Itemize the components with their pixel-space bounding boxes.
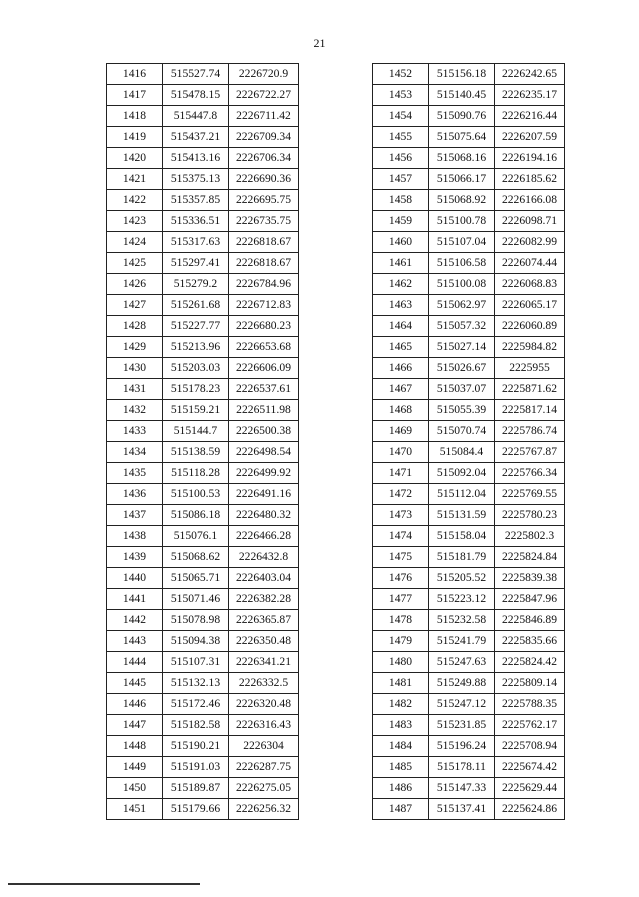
table-row	[107, 778, 299, 799]
table-row	[107, 169, 299, 190]
point-number-cell: 1434	[107, 442, 163, 463]
x-coordinate-cell: 515191.03	[163, 757, 229, 778]
point-number-cell: 1462	[373, 274, 429, 295]
y-coordinate-cell: 2225674.42	[495, 757, 565, 778]
table-row	[107, 568, 299, 589]
y-coordinate-cell: 2226491.16	[229, 484, 299, 505]
x-coordinate-cell: 515076.1	[163, 526, 229, 547]
x-coordinate-cell: 515132.13	[163, 673, 229, 694]
coordinates-table-left	[106, 63, 299, 820]
x-coordinate-cell: 515057.32	[429, 316, 495, 337]
point-number-cell: 1486	[373, 778, 429, 799]
point-number-cell: 1476	[373, 568, 429, 589]
x-coordinate-cell: 515118.28	[163, 463, 229, 484]
x-coordinate-cell: 515158.04	[429, 526, 495, 547]
x-coordinate-cell: 515213.96	[163, 337, 229, 358]
point-number-cell: 1479	[373, 631, 429, 652]
y-coordinate-cell: 2226680.23	[229, 316, 299, 337]
x-coordinate-cell: 515172.46	[163, 694, 229, 715]
x-coordinate-cell: 515223.12	[429, 589, 495, 610]
table-row	[107, 799, 299, 820]
table-row	[107, 547, 299, 568]
table-row	[107, 442, 299, 463]
x-coordinate-cell: 515075.64	[429, 127, 495, 148]
x-coordinate-cell: 515062.97	[429, 295, 495, 316]
x-coordinate-cell: 515068.16	[429, 148, 495, 169]
x-coordinate-cell: 515100.53	[163, 484, 229, 505]
point-number-cell: 1461	[373, 253, 429, 274]
point-number-cell: 1484	[373, 736, 429, 757]
x-coordinate-cell: 515190.21	[163, 736, 229, 757]
x-coordinate-cell: 515196.24	[429, 736, 495, 757]
point-number-cell: 1465	[373, 337, 429, 358]
table-row	[373, 358, 565, 379]
point-number-cell: 1473	[373, 505, 429, 526]
x-coordinate-cell: 515107.31	[163, 652, 229, 673]
y-coordinate-cell: 2226275.05	[229, 778, 299, 799]
x-coordinate-cell: 515447.8	[163, 106, 229, 127]
y-coordinate-cell: 2226606.09	[229, 358, 299, 379]
point-number-cell: 1445	[107, 673, 163, 694]
table-row	[373, 253, 565, 274]
table-row	[373, 694, 565, 715]
table-row	[373, 442, 565, 463]
point-number-cell: 1469	[373, 421, 429, 442]
point-number-cell: 1442	[107, 610, 163, 631]
table-row	[107, 736, 299, 757]
x-coordinate-cell: 515182.58	[163, 715, 229, 736]
point-number-cell: 1474	[373, 526, 429, 547]
y-coordinate-cell: 2225824.42	[495, 652, 565, 673]
table-row	[107, 211, 299, 232]
y-coordinate-cell: 2226242.65	[495, 64, 565, 85]
y-coordinate-cell: 2226082.99	[495, 232, 565, 253]
y-coordinate-cell: 2225847.96	[495, 589, 565, 610]
point-number-cell: 1432	[107, 400, 163, 421]
y-coordinate-cell: 2226706.34	[229, 148, 299, 169]
point-number-cell: 1429	[107, 337, 163, 358]
point-number-cell: 1456	[373, 148, 429, 169]
table-row	[373, 799, 565, 820]
x-coordinate-cell: 515178.11	[429, 757, 495, 778]
table-row	[107, 694, 299, 715]
x-coordinate-cell: 515357.85	[163, 190, 229, 211]
y-coordinate-cell: 2226466.28	[229, 526, 299, 547]
table-row	[373, 148, 565, 169]
x-coordinate-cell: 515147.33	[429, 778, 495, 799]
point-number-cell: 1451	[107, 799, 163, 820]
y-coordinate-cell: 2225817.14	[495, 400, 565, 421]
point-number-cell: 1448	[107, 736, 163, 757]
point-number-cell: 1428	[107, 316, 163, 337]
x-coordinate-cell: 515241.79	[429, 631, 495, 652]
x-coordinate-cell: 515178.23	[163, 379, 229, 400]
y-coordinate-cell: 2226695.75	[229, 190, 299, 211]
x-coordinate-cell: 515279.2	[163, 274, 229, 295]
x-coordinate-cell: 515092.04	[429, 463, 495, 484]
table-row	[107, 610, 299, 631]
point-number-cell: 1418	[107, 106, 163, 127]
table-row	[107, 148, 299, 169]
table-row	[373, 673, 565, 694]
table-row	[373, 505, 565, 526]
y-coordinate-cell: 2226074.44	[495, 253, 565, 274]
x-coordinate-cell: 515026.67	[429, 358, 495, 379]
table-row	[107, 106, 299, 127]
point-number-cell: 1437	[107, 505, 163, 526]
y-coordinate-cell: 2226332.5	[229, 673, 299, 694]
y-coordinate-cell: 2226068.83	[495, 274, 565, 295]
table-row	[107, 589, 299, 610]
point-number-cell: 1470	[373, 442, 429, 463]
y-coordinate-cell: 2225809.14	[495, 673, 565, 694]
point-number-cell: 1435	[107, 463, 163, 484]
table-row	[107, 379, 299, 400]
table-row	[373, 211, 565, 232]
footer-divider	[8, 883, 200, 885]
y-coordinate-cell: 2226500.38	[229, 421, 299, 442]
point-number-cell: 1447	[107, 715, 163, 736]
y-coordinate-cell: 2226216.44	[495, 106, 565, 127]
point-number-cell: 1420	[107, 148, 163, 169]
table-row	[373, 652, 565, 673]
table-row	[107, 274, 299, 295]
x-coordinate-cell: 515249.88	[429, 673, 495, 694]
y-coordinate-cell: 2226690.36	[229, 169, 299, 190]
table-row	[107, 85, 299, 106]
point-number-cell: 1468	[373, 400, 429, 421]
y-coordinate-cell: 2225766.34	[495, 463, 565, 484]
y-coordinate-cell: 2226432.8	[229, 547, 299, 568]
x-coordinate-cell: 515247.12	[429, 694, 495, 715]
table-row	[373, 757, 565, 778]
point-number-cell: 1439	[107, 547, 163, 568]
table-row	[107, 316, 299, 337]
table-row	[373, 421, 565, 442]
y-coordinate-cell: 2226060.89	[495, 316, 565, 337]
x-coordinate-cell: 515261.68	[163, 295, 229, 316]
table-row	[107, 673, 299, 694]
table-row	[107, 295, 299, 316]
point-number-cell: 1422	[107, 190, 163, 211]
y-coordinate-cell: 2226499.92	[229, 463, 299, 484]
point-number-cell: 1459	[373, 211, 429, 232]
x-coordinate-cell: 515078.98	[163, 610, 229, 631]
point-number-cell: 1417	[107, 85, 163, 106]
table-row	[107, 400, 299, 421]
point-number-cell: 1460	[373, 232, 429, 253]
point-number-cell: 1483	[373, 715, 429, 736]
x-coordinate-cell: 515232.58	[429, 610, 495, 631]
table-row	[373, 400, 565, 421]
y-coordinate-cell: 2226480.32	[229, 505, 299, 526]
point-number-cell: 1458	[373, 190, 429, 211]
point-number-cell: 1436	[107, 484, 163, 505]
point-number-cell: 1475	[373, 547, 429, 568]
x-coordinate-cell: 515437.21	[163, 127, 229, 148]
y-coordinate-cell: 2226287.75	[229, 757, 299, 778]
point-number-cell: 1449	[107, 757, 163, 778]
x-coordinate-cell: 515144.7	[163, 421, 229, 442]
table-row	[373, 484, 565, 505]
table-row	[107, 463, 299, 484]
y-coordinate-cell: 2225839.38	[495, 568, 565, 589]
y-coordinate-cell: 2226711.42	[229, 106, 299, 127]
point-number-cell: 1444	[107, 652, 163, 673]
point-number-cell: 1455	[373, 127, 429, 148]
x-coordinate-cell: 515071.46	[163, 589, 229, 610]
table-row	[107, 484, 299, 505]
x-coordinate-cell: 515094.38	[163, 631, 229, 652]
x-coordinate-cell: 515090.76	[429, 106, 495, 127]
point-number-cell: 1427	[107, 295, 163, 316]
x-coordinate-cell: 515066.17	[429, 169, 495, 190]
point-number-cell: 1443	[107, 631, 163, 652]
table-row	[373, 736, 565, 757]
point-number-cell: 1433	[107, 421, 163, 442]
y-coordinate-cell: 2225708.94	[495, 736, 565, 757]
y-coordinate-cell: 2225955	[495, 358, 565, 379]
table-row	[107, 64, 299, 85]
table-row	[107, 127, 299, 148]
table-row	[373, 547, 565, 568]
y-coordinate-cell: 2225788.35	[495, 694, 565, 715]
y-coordinate-cell: 2226722.27	[229, 85, 299, 106]
table-row	[373, 85, 565, 106]
table-row	[373, 526, 565, 547]
x-coordinate-cell: 515231.85	[429, 715, 495, 736]
point-number-cell: 1471	[373, 463, 429, 484]
point-number-cell: 1467	[373, 379, 429, 400]
table-row	[107, 526, 299, 547]
point-number-cell: 1425	[107, 253, 163, 274]
x-coordinate-cell: 515413.16	[163, 148, 229, 169]
table-row	[373, 778, 565, 799]
x-coordinate-cell: 515100.08	[429, 274, 495, 295]
x-coordinate-cell: 515106.58	[429, 253, 495, 274]
point-number-cell: 1419	[107, 127, 163, 148]
table-row	[373, 190, 565, 211]
x-coordinate-cell: 515140.45	[429, 85, 495, 106]
table-row	[107, 253, 299, 274]
y-coordinate-cell: 2226511.98	[229, 400, 299, 421]
x-coordinate-cell: 515297.41	[163, 253, 229, 274]
table-row	[107, 631, 299, 652]
point-number-cell: 1421	[107, 169, 163, 190]
x-coordinate-cell: 515527.74	[163, 64, 229, 85]
point-number-cell: 1481	[373, 673, 429, 694]
y-coordinate-cell: 2226818.67	[229, 253, 299, 274]
y-coordinate-cell: 2226098.71	[495, 211, 565, 232]
table-row	[373, 610, 565, 631]
y-coordinate-cell: 2226709.34	[229, 127, 299, 148]
y-coordinate-cell: 2226498.54	[229, 442, 299, 463]
x-coordinate-cell: 515065.71	[163, 568, 229, 589]
point-number-cell: 1454	[373, 106, 429, 127]
x-coordinate-cell: 515478.15	[163, 85, 229, 106]
y-coordinate-cell: 2226235.17	[495, 85, 565, 106]
table-row	[107, 358, 299, 379]
y-coordinate-cell: 2226403.04	[229, 568, 299, 589]
x-coordinate-cell: 515317.63	[163, 232, 229, 253]
y-coordinate-cell: 2226537.61	[229, 379, 299, 400]
table-row	[373, 232, 565, 253]
y-coordinate-cell: 2225767.87	[495, 442, 565, 463]
y-coordinate-cell: 2225786.74	[495, 421, 565, 442]
coordinates-table-right	[372, 63, 565, 820]
y-coordinate-cell: 2226712.83	[229, 295, 299, 316]
x-coordinate-cell: 515100.78	[429, 211, 495, 232]
x-coordinate-cell: 515107.04	[429, 232, 495, 253]
y-coordinate-cell: 2226818.67	[229, 232, 299, 253]
y-coordinate-cell: 2226784.96	[229, 274, 299, 295]
point-number-cell: 1480	[373, 652, 429, 673]
point-number-cell: 1466	[373, 358, 429, 379]
table-row	[107, 652, 299, 673]
point-number-cell: 1431	[107, 379, 163, 400]
point-number-cell: 1440	[107, 568, 163, 589]
x-coordinate-cell: 515205.52	[429, 568, 495, 589]
x-coordinate-cell: 515138.59	[163, 442, 229, 463]
y-coordinate-cell: 2225871.62	[495, 379, 565, 400]
y-coordinate-cell: 2225846.89	[495, 610, 565, 631]
x-coordinate-cell: 515068.92	[429, 190, 495, 211]
table-row	[107, 190, 299, 211]
table-row	[373, 568, 565, 589]
x-coordinate-cell: 515227.77	[163, 316, 229, 337]
point-number-cell: 1487	[373, 799, 429, 820]
y-coordinate-cell: 2225984.82	[495, 337, 565, 358]
x-coordinate-cell: 515336.51	[163, 211, 229, 232]
table-row	[373, 715, 565, 736]
y-coordinate-cell: 2226320.48	[229, 694, 299, 715]
table-row	[373, 64, 565, 85]
y-coordinate-cell: 2226341.21	[229, 652, 299, 673]
x-coordinate-cell: 515084.4	[429, 442, 495, 463]
table-row	[373, 316, 565, 337]
x-coordinate-cell: 515137.41	[429, 799, 495, 820]
y-coordinate-cell: 2226735.75	[229, 211, 299, 232]
y-coordinate-cell: 2225769.55	[495, 484, 565, 505]
y-coordinate-cell: 2225835.66	[495, 631, 565, 652]
point-number-cell: 1478	[373, 610, 429, 631]
y-coordinate-cell: 2226194.16	[495, 148, 565, 169]
point-number-cell: 1438	[107, 526, 163, 547]
table-row	[107, 505, 299, 526]
point-number-cell: 1430	[107, 358, 163, 379]
x-coordinate-cell: 515112.04	[429, 484, 495, 505]
x-coordinate-cell: 515055.39	[429, 400, 495, 421]
x-coordinate-cell: 515156.18	[429, 64, 495, 85]
table-row	[107, 757, 299, 778]
table-row	[373, 379, 565, 400]
point-number-cell: 1477	[373, 589, 429, 610]
x-coordinate-cell: 515203.03	[163, 358, 229, 379]
table-row	[373, 127, 565, 148]
point-number-cell: 1423	[107, 211, 163, 232]
y-coordinate-cell: 2226304	[229, 736, 299, 757]
point-number-cell: 1482	[373, 694, 429, 715]
y-coordinate-cell: 2226256.32	[229, 799, 299, 820]
point-number-cell: 1485	[373, 757, 429, 778]
table-row	[373, 337, 565, 358]
x-coordinate-cell: 515027.14	[429, 337, 495, 358]
point-number-cell: 1446	[107, 694, 163, 715]
table-row	[373, 169, 565, 190]
x-coordinate-cell: 515181.79	[429, 547, 495, 568]
y-coordinate-cell: 2226316.43	[229, 715, 299, 736]
x-coordinate-cell: 515131.59	[429, 505, 495, 526]
x-coordinate-cell: 515070.74	[429, 421, 495, 442]
y-coordinate-cell: 2225780.23	[495, 505, 565, 526]
page-number: 21	[313, 36, 326, 50]
point-number-cell: 1426	[107, 274, 163, 295]
y-coordinate-cell: 2225629.44	[495, 778, 565, 799]
x-coordinate-cell: 515159.21	[163, 400, 229, 421]
y-coordinate-cell: 2225824.84	[495, 547, 565, 568]
y-coordinate-cell: 2226365.87	[229, 610, 299, 631]
table-row	[373, 631, 565, 652]
point-number-cell: 1453	[373, 85, 429, 106]
y-coordinate-cell: 2226065.17	[495, 295, 565, 316]
table-row	[107, 421, 299, 442]
x-coordinate-cell: 515068.62	[163, 547, 229, 568]
table-row	[373, 589, 565, 610]
table-row	[373, 106, 565, 127]
point-number-cell: 1416	[107, 64, 163, 85]
y-coordinate-cell: 2226720.9	[229, 64, 299, 85]
y-coordinate-cell: 2226185.62	[495, 169, 565, 190]
point-number-cell: 1452	[373, 64, 429, 85]
table-row	[373, 463, 565, 484]
table-row	[107, 232, 299, 253]
point-number-cell: 1450	[107, 778, 163, 799]
y-coordinate-cell: 2226382.28	[229, 589, 299, 610]
y-coordinate-cell: 2226653.68	[229, 337, 299, 358]
table-row	[107, 337, 299, 358]
x-coordinate-cell: 515375.13	[163, 169, 229, 190]
x-coordinate-cell: 515179.66	[163, 799, 229, 820]
y-coordinate-cell: 2226207.59	[495, 127, 565, 148]
point-number-cell: 1441	[107, 589, 163, 610]
table-row	[373, 274, 565, 295]
table-row	[373, 295, 565, 316]
point-number-cell: 1457	[373, 169, 429, 190]
y-coordinate-cell: 2226350.48	[229, 631, 299, 652]
point-number-cell: 1464	[373, 316, 429, 337]
table-row	[107, 715, 299, 736]
point-number-cell: 1424	[107, 232, 163, 253]
x-coordinate-cell: 515247.63	[429, 652, 495, 673]
y-coordinate-cell: 2225624.86	[495, 799, 565, 820]
y-coordinate-cell: 2225762.17	[495, 715, 565, 736]
x-coordinate-cell: 515086.18	[163, 505, 229, 526]
point-number-cell: 1472	[373, 484, 429, 505]
point-number-cell: 1463	[373, 295, 429, 316]
x-coordinate-cell: 515037.07	[429, 379, 495, 400]
x-coordinate-cell: 515189.87	[163, 778, 229, 799]
y-coordinate-cell: 2225802.3	[495, 526, 565, 547]
y-coordinate-cell: 2226166.08	[495, 190, 565, 211]
